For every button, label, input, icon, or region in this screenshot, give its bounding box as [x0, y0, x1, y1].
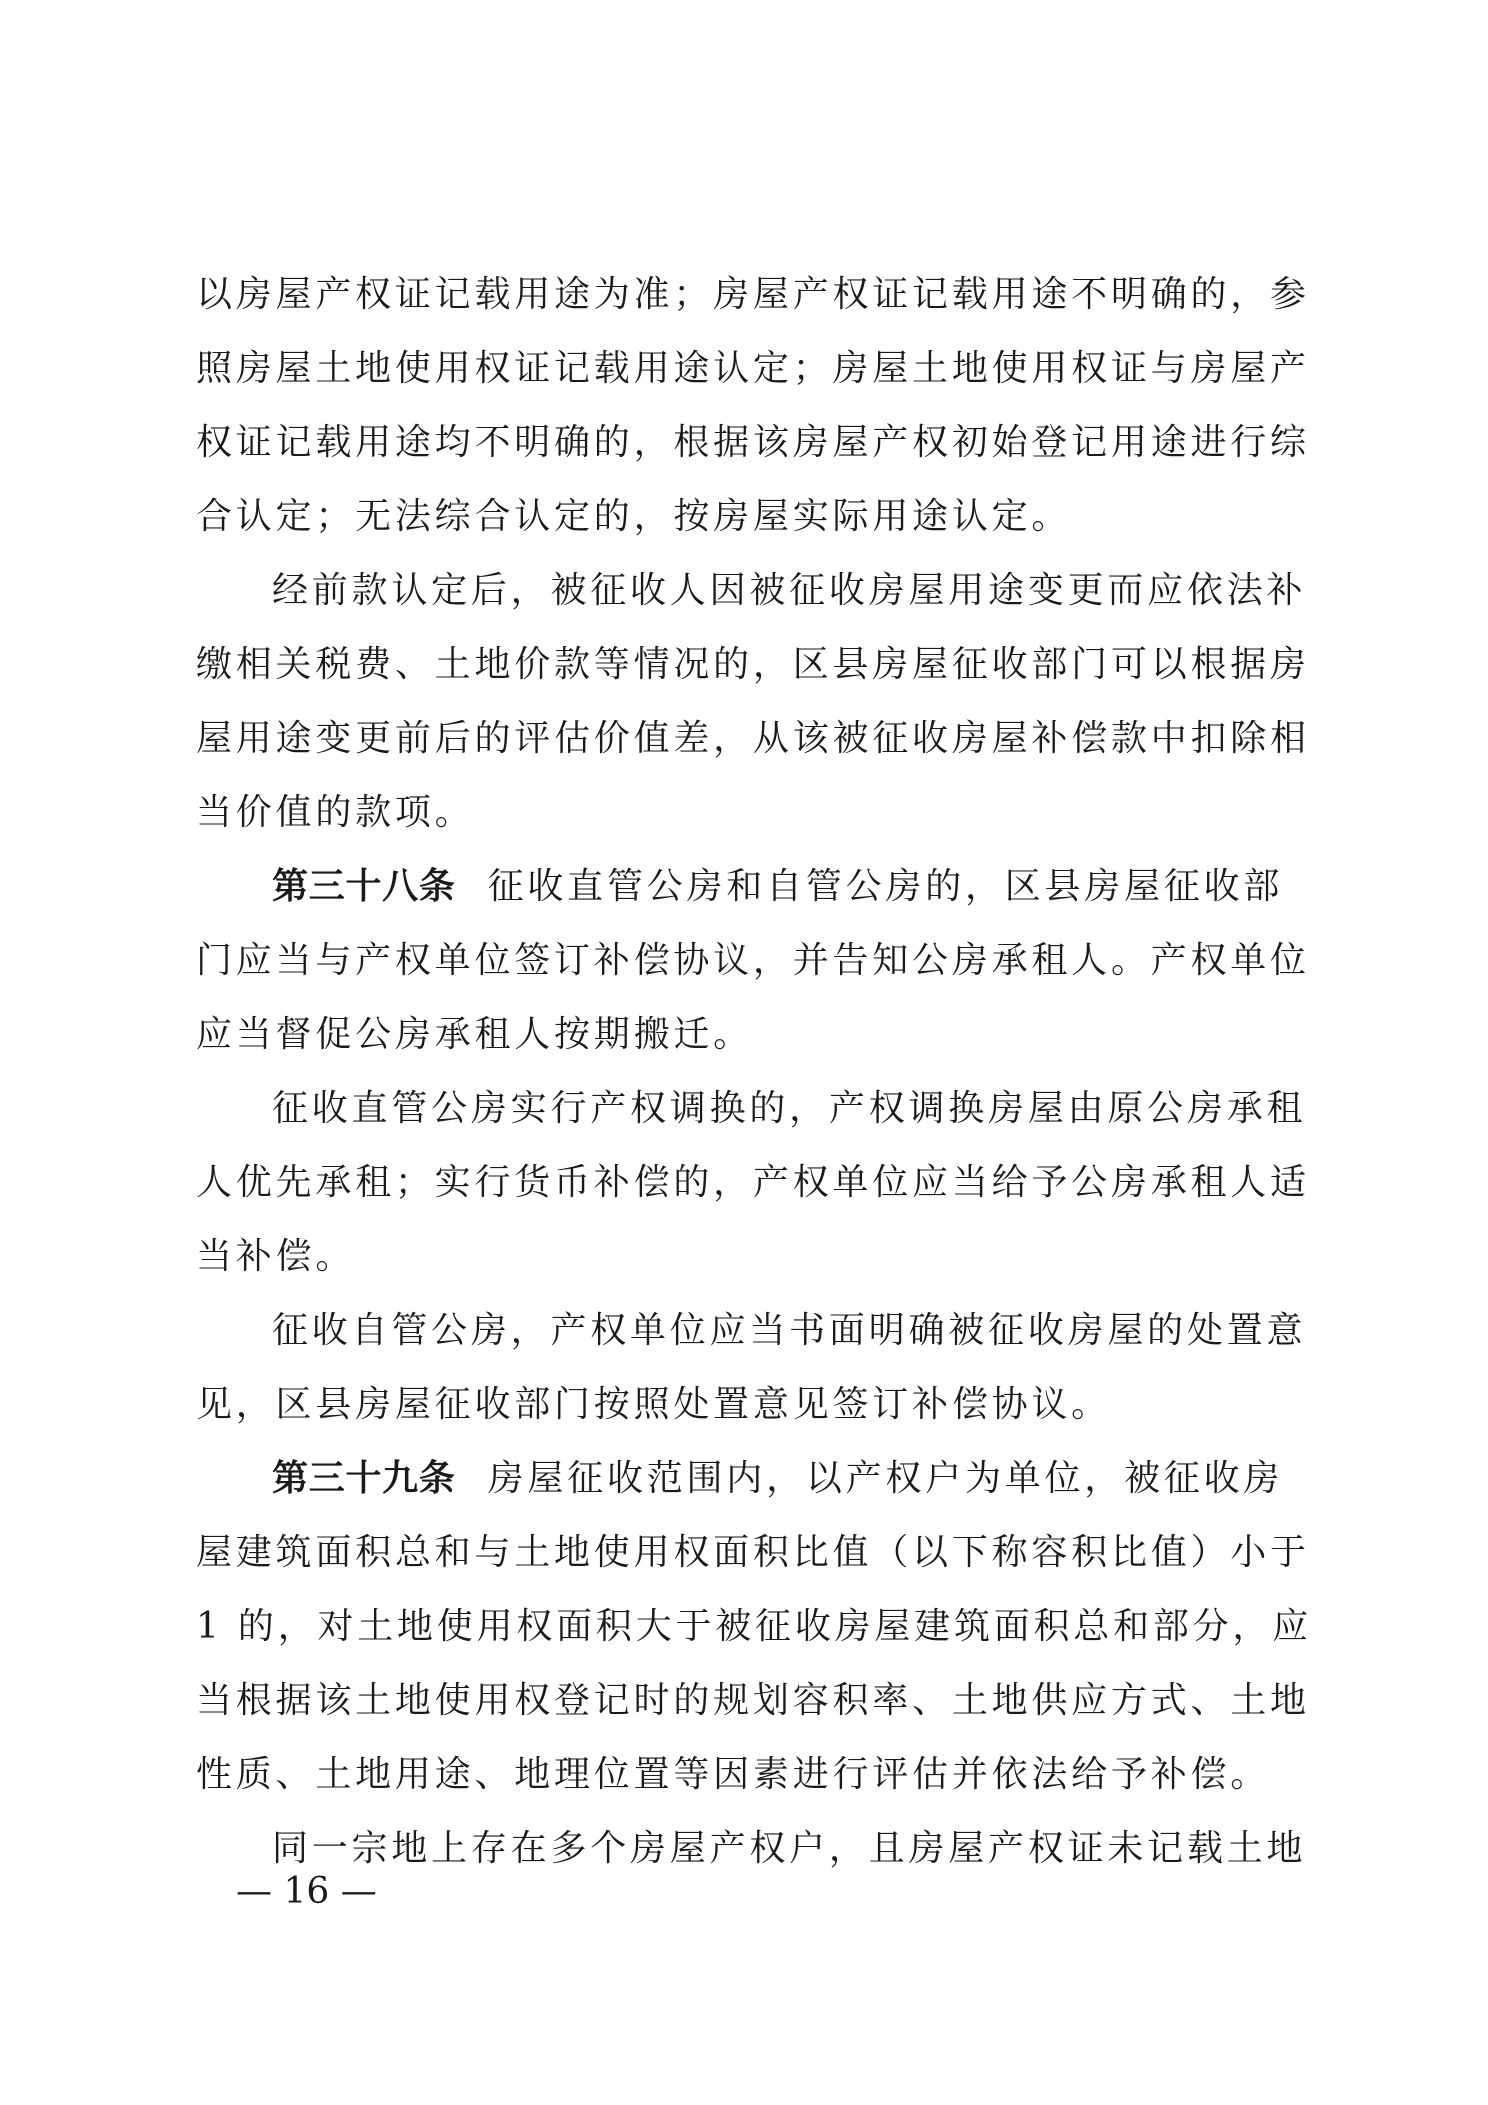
paragraph: [196, 258, 1310, 554]
article-paragraph: [196, 1442, 1312, 1812]
line-text: 征收直管公房和自管公房的，区县房屋征收部: [487, 866, 1284, 907]
line-text: 照房屋土地使用权证记载用途认定；房屋土地使用权证与房屋产: [196, 348, 1310, 389]
text-line: [196, 702, 1310, 776]
line-text: 屋用途变更前后的评估价值差，从该被征收房屋补偿款中扣除相: [196, 718, 1310, 759]
line-text: 当补偿。: [196, 1236, 356, 1277]
document-body: [196, 258, 1312, 1886]
text-line: [196, 1368, 1300, 1442]
line-text: 门应当与产权单位签订补偿协议，并告知公房承租人。产权单位: [196, 940, 1310, 981]
text-line: [196, 1442, 1300, 1516]
text-line: [196, 480, 1300, 554]
line-text: 合认定；无法综合认定的，按房屋实际用途认定。: [196, 496, 1072, 537]
line-text: 屋建筑面积总和与土地使用权面积比值（以下称容积比值）小于: [196, 1532, 1310, 1573]
line-text: 权证记载用途均不明确的，根据该房屋产权初始登记用途进行综: [196, 422, 1310, 463]
article-number: 第三十八条: [272, 866, 456, 907]
text-line: [196, 628, 1310, 702]
line-text: 应当督促公房承租人按期搬迁。: [196, 1014, 753, 1055]
article-paragraph: [196, 850, 1310, 1072]
line-text: 征收直管公房实行产权调换的，产权调换房屋由原公房承租: [272, 1088, 1307, 1129]
line-text: 当价值的款项。: [196, 792, 475, 833]
line-text: 征收自管公房，产权单位应当书面明确被征收房屋的处置意: [272, 1310, 1307, 1351]
line-text: 性质、土地用途、地理位置等因素进行评估并依法给予补偿。: [196, 1754, 1271, 1795]
text-line: [196, 850, 1300, 924]
line-text: 以房屋产权证记载用途为准；房屋产权证记载用途不明确的，参: [196, 274, 1310, 315]
page-number: — 16 —: [236, 1871, 377, 1912]
line-text: 当根据该土地使用权登记时的规划容积率、土地供应方式、土地: [196, 1680, 1310, 1721]
text-line: [196, 258, 1310, 332]
text-line: [196, 1072, 1307, 1146]
text-line: [196, 776, 1300, 850]
line-text: 缴相关税费、土地价款等情况的，区县房屋征收部门可以根据房: [196, 644, 1310, 685]
text-line: [196, 406, 1310, 480]
line-text: 1 的，对土地使用权面积大于被征收房屋建筑面积总和部分，应: [196, 1606, 1312, 1647]
line-text: 人优先承租；实行货币补偿的，产权单位应当给予公房承租人适: [196, 1162, 1310, 1203]
text-line: [196, 924, 1310, 998]
text-line: [196, 332, 1310, 406]
text-line: [196, 554, 1307, 628]
text-line: [196, 1146, 1310, 1220]
line-text: 经前款认定后，被征收人因被征收房屋用途变更而应依法补: [272, 570, 1307, 611]
text-line: [196, 1738, 1300, 1812]
text-line: [196, 1590, 1312, 1664]
line-text: 见，区县房屋征收部门按照处置意见签订补偿协议。: [196, 1384, 1111, 1425]
line-text: 同一宗地上存在多个房屋产权户，且房屋产权证未记载土地: [272, 1828, 1307, 1869]
text-line: [196, 1516, 1310, 1590]
text-line: [196, 998, 1300, 1072]
text-line: [196, 1664, 1310, 1738]
paragraph: [196, 1294, 1307, 1442]
line-text: 房屋征收范围内，以产权户为单位，被征收房: [487, 1458, 1284, 1499]
text-line: [196, 1220, 1300, 1294]
paragraph: [196, 554, 1310, 850]
text-line: [196, 1294, 1307, 1368]
paragraph: [196, 1072, 1310, 1294]
article-number: 第三十九条: [272, 1458, 456, 1499]
